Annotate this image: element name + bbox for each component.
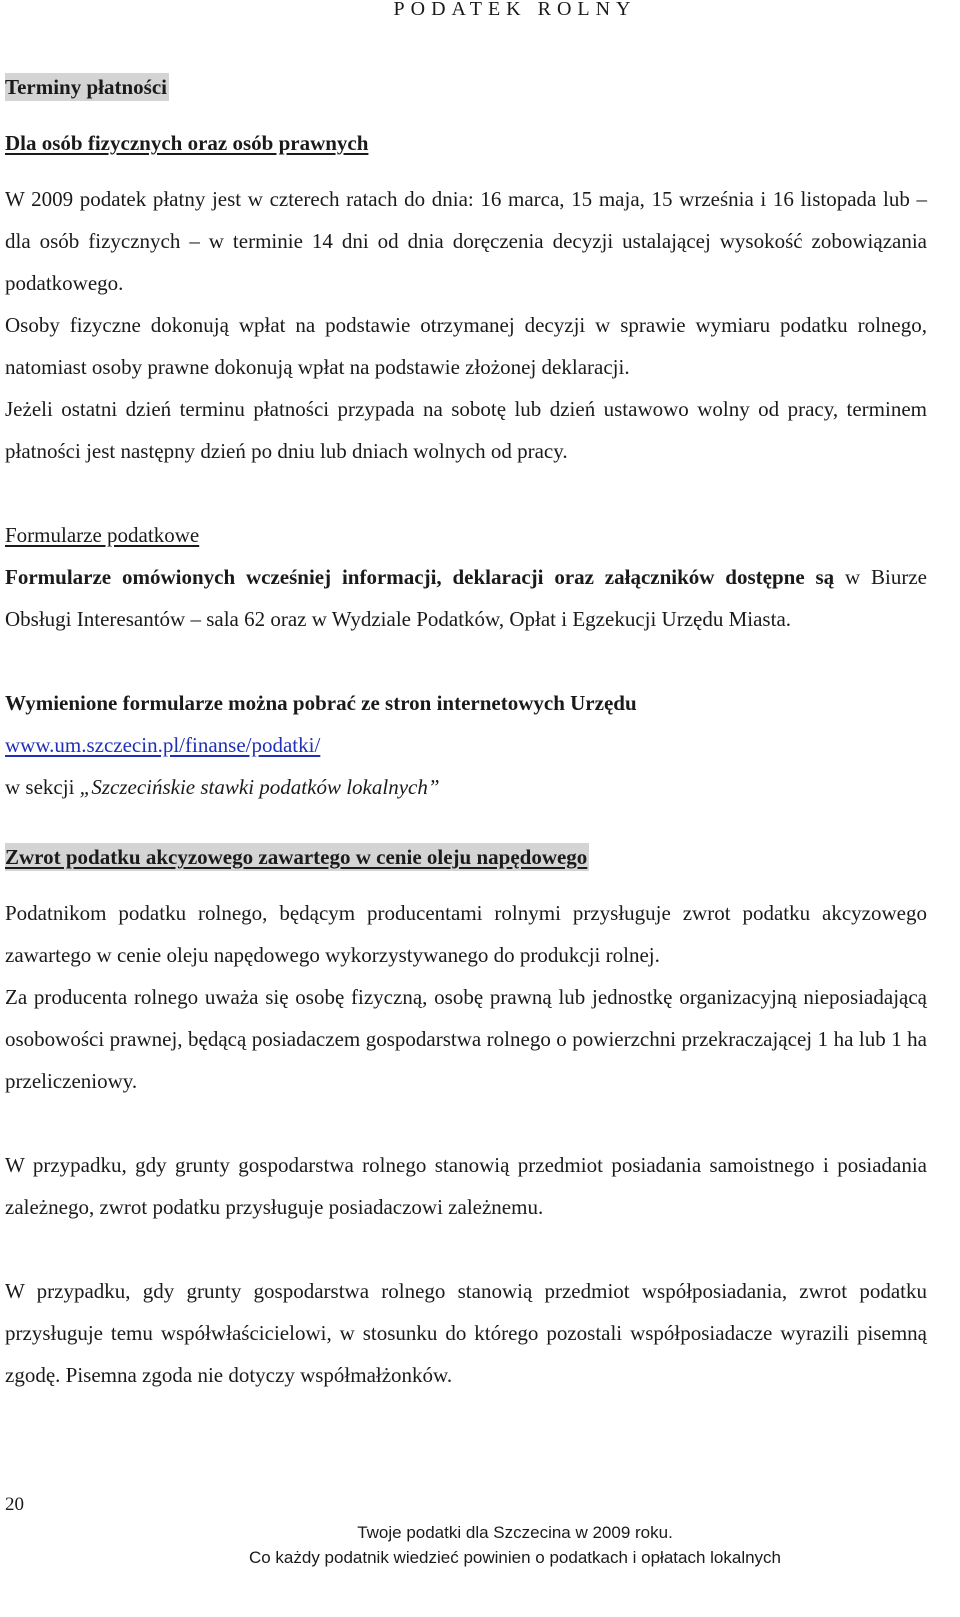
paragraph-forms-availability: [5, 556, 927, 640]
paragraph-dependent-possession: W przypadku, gdy grunty gospodarstwa rolnego stanowią przedmiot posiadania samoistnego i posiadania zależnego, zwrot podatku przysługuje posiadaczowi zależnemu.: [5, 1153, 927, 1219]
forms-location-text: w Biurze Obsługi Interesantów – sala 62 oraz w Wydziale Podatków, Opłat i Egzekucji Urzędu Miasta.: [5, 565, 927, 631]
download-line: Wymienione formularze można pobrać ze stron internetowych Urzędu: [5, 691, 637, 715]
subheading-text: Dla osób fizycznych oraz osób prawnych: [5, 131, 369, 155]
forms-url-link[interactable]: www.um.szczecin.pl/finanse/podatki/: [5, 733, 321, 757]
paragraph-installments: W 2009 podatek płatny jest w czterech ratach do dnia: 16 marca, 15 maja, 15 września i 16 listopada lub – dla osób fizycznych – w terminie 14 dni od dnia doręczenia decyzji ustalającej wysokość zobowiązania podatkowego.: [5, 187, 927, 295]
forms-bold-lead: Formularze omówionych wcześniej informacji, deklaracji oraz załączników dostępne są: [5, 565, 835, 589]
section-refund: [5, 836, 927, 878]
paragraph-producer-definition: Za producenta rolnego uważa się osobę fizyczną, osobę prawną lub jednostkę organizacyjną nieposiadającą osobowości prawnej, będącą posiadaczem gospodarstwa rolnego o powierzchni przekraczającej 1 ha lub 1 ha przeliczeniowy.: [5, 985, 927, 1093]
paragraph-payment-basis: Osoby fizyczne dokonują wpłat na podstawie otrzymanej decyzji w sprawie wymiaru podatku rolnego, natomiast osoby prawne dokonują wpłat na podstawie złożonej deklaracji.: [5, 313, 927, 379]
footer-title: Twoje podatki dla Szczecina w 2009 roku.: [357, 1523, 673, 1542]
heading-payment-terms: Terminy płatności: [5, 75, 167, 99]
section-name: „Szczecińskie stawki podatków lokalnych”: [79, 775, 440, 799]
paragraph-refund-eligibility: Podatnikom podatku rolnego, będącym producentami rolnymi przysługuje zwrot podatku akcyzowego zawartego w cenie oleju napędowego wykorzystywanego do produkcji rolnej.: [5, 901, 927, 967]
heading-forms: Formularze podatkowe: [5, 523, 200, 547]
running-header: PODATEK ROLNY: [393, 0, 637, 20]
download-link-line: [5, 724, 927, 766]
paragraph-co-possession: W przypadku, gdy grunty gospodarstwa rolnego stanowią przedmiot współposiadania, zwrot podatku przysługuje temu współwłaścicielowi, w stosunku do którego pozostali współposiadacze wyrazili pisemną zgodę. Pisemna zgoda nie dotyczy współmałżonków.: [5, 1279, 927, 1387]
page-number: 20: [5, 1494, 24, 1515]
section-forms: [5, 514, 927, 556]
document-body: [5, 66, 927, 1396]
paragraph-deadline-holiday: Jeżeli ostatni dzień terminu płatności przypada na sobotę lub dzień ustawowo wolny od pracy, terminem płatności jest następny dzień po dniu lub dniach wolnych od pracy.: [5, 397, 927, 463]
footer-subtitle: Co każdy podatnik wiedzieć powinien o podatkach i opłatach lokalnych: [248, 1548, 782, 1567]
section-payment: [5, 66, 927, 108]
heading-excise-refund: Zwrot podatku akcyzowego zawartego w cenie oleju napędowego: [5, 845, 588, 869]
download-heading: [5, 682, 927, 724]
subheading-persons: [5, 122, 927, 164]
section-prefix: w sekcji: [5, 775, 80, 799]
section-reference: [5, 766, 927, 808]
